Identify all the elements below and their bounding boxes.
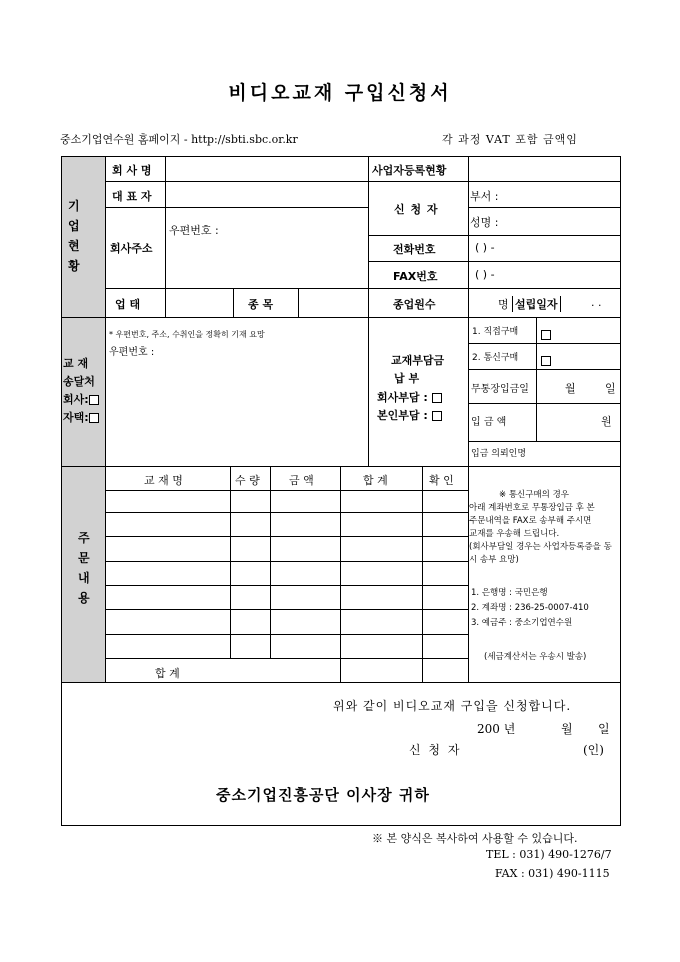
date-day: 일 (598, 722, 610, 736)
depositor-label: 입금 의뢰인명 (471, 449, 527, 459)
burden-title-1: 교재부담금 (391, 354, 445, 367)
delivery-note: * 우편번호, 주소, 수취인을 정확히 기재 요망 (109, 330, 265, 339)
order-header-qty: 수 량 (235, 474, 260, 487)
direct-purchase-label: 1. 직접구매 (472, 327, 519, 337)
business-type-label: 업 태 (115, 298, 141, 311)
delivery-section-label: 교 재 송달처 회사: 자택: (63, 355, 99, 427)
form-border (61, 156, 621, 826)
footer-applicant: 신 청 자 (409, 743, 462, 757)
employees-label: 종업원수 (393, 298, 436, 311)
order-total-label: 합 계 (155, 667, 180, 680)
date-month: 월 (561, 722, 573, 736)
founded-format: . . (591, 296, 602, 309)
phone-label: 전화번호 (393, 243, 436, 256)
date-year: 200 년 (477, 722, 516, 736)
seal-mark: (인) (583, 743, 604, 757)
copy-note: ※ 본 양식은 복사하여 사용할 수 있습니다. (372, 832, 578, 845)
order-header-price: 금 액 (289, 474, 314, 487)
ceo-label: 대 표 자 (112, 190, 152, 203)
department-label: 부서 : (470, 190, 499, 203)
order-header-sum: 합 계 (363, 474, 388, 487)
mail-purchase-label: 2. 통신구매 (472, 353, 519, 363)
founded-label: 설립일자 (512, 296, 561, 312)
company-section-label: 기 업 현 황 (68, 199, 80, 273)
deposit-month-label: 월 (565, 382, 576, 395)
delivery-postal-label: 우편번호 : (109, 347, 155, 358)
recipient: 중소기업진흥공단 이사장 귀하 (216, 786, 430, 804)
deposit-amount-label: 입 금 액 (471, 417, 507, 428)
order-header-title: 교 재 명 (144, 474, 183, 487)
fax-label: FAX번호 (393, 270, 438, 283)
homepage-note: 중소기업연수원 홈페이지 - http://sbti.sbc.or.kr (60, 133, 298, 146)
burden-title-2: 납 부 (394, 372, 420, 385)
declaration: 위와 같이 비디오교재 구입을 신청합니다. (333, 699, 572, 713)
address-postal-label: 우편번호 : (169, 224, 219, 237)
phone-format: ( ) - (475, 241, 495, 254)
company-burden-option: 회사부담 : (377, 389, 442, 405)
order-section-label: 주 문 내 용 (78, 531, 90, 605)
self-burden-option: 본인부담 : (377, 407, 442, 423)
applicant-name-label: 성명 : (470, 216, 499, 229)
mail-notice-body: 아래 계좌번호로 무통장입금 후 본 주문내역을 FAX로 송부해 주시면 교재를 우송해 드립니다. (회사부담일 경우는 사업자등록증을 동 시 송부 요망) (469, 503, 612, 565)
employees-unit: 명 (498, 298, 509, 311)
deposit-date-label: 무통장입금일 (471, 384, 529, 395)
tax-invoice-note: (세금계산서는 우송시 발송) (484, 652, 587, 662)
won-label: 원 (601, 415, 612, 428)
fax-format: ( ) - (475, 268, 495, 281)
company-name-label: 회 사 명 (112, 164, 152, 177)
deposit-day-label: 일 (605, 382, 616, 395)
address-label: 회사주소 (110, 242, 153, 255)
business-status-label: 사업자등록현황 (372, 164, 447, 177)
mail-notice-title: ※ 통신구매의 경우 (499, 490, 570, 500)
contact-fax: FAX : 031) 490-1115 (495, 867, 610, 880)
item-label: 종 목 (248, 298, 274, 311)
bank-info: 1. 은행명 : 국민은행 2. 계좌명 : 236-25-0007-410 3. 예금주 : 중소기업연수원 (471, 588, 589, 628)
contact-tel: TEL : 031) 490-1276/7 (486, 848, 612, 861)
applicant-label: 신 청 자 (394, 203, 439, 216)
order-header-confirm: 확 인 (429, 474, 454, 487)
vat-note: 각 과정 VAT 포함 금액임 (442, 133, 578, 146)
page-title: 비디오교재 구입신청서 (228, 82, 452, 104)
